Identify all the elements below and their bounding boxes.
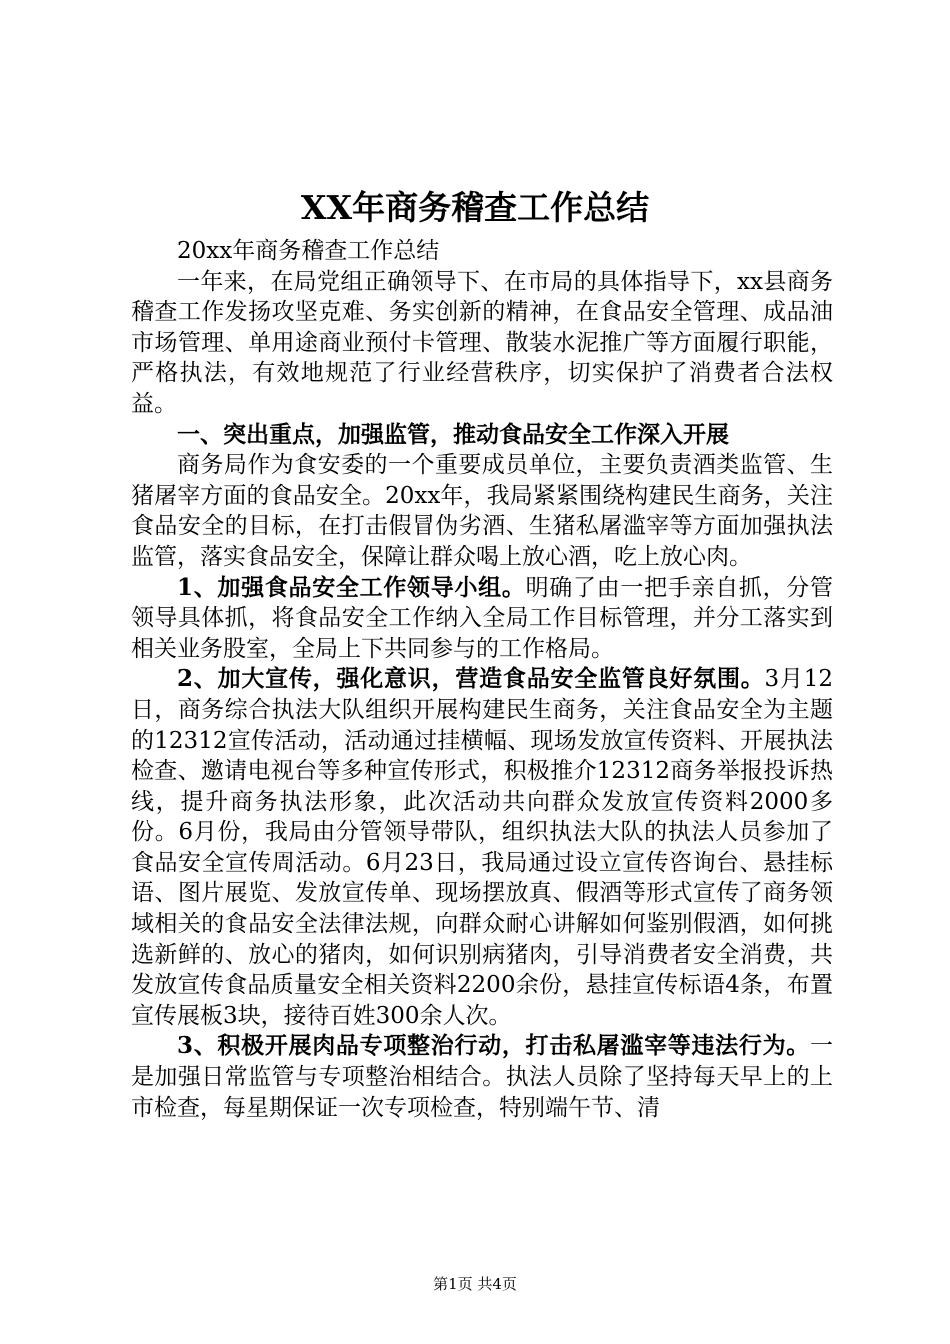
document-body bbox=[131, 236, 833, 1123]
list-item-lead: 2、加大宣传，强化意识，营造食品安全监管良好氛围。 bbox=[177, 665, 765, 693]
list-item-text: 3月12日，商务综合执法大队组织开展构建民生商务，关注食品安全为主题的12312宣传活动，活动通过挂横幅、现场发放宣传资料、开展执法检查、邀请电视台等多种宣传形式，积极推介12312商务举报投诉热线，提升商务执法形象，此次活动共向群众发放宣传资料2000多份。6月份，我局由分管领导带队，组织执法大队的执法人员参加了食品安全宣传周活动。6月23日，我局通过设立宣传咨询台、悬挂标语、图片展览、发放宣传单、现场摆放真、假酒等形式宣传了商务领域相关的食品安全法律法规，向群众耐心讲解如何鉴别假酒，如何挑选新鲜的、放心的猪肉，如何识别病猪肉，引导消费者安全消费，共发放宣传食品质量安全相关资料2200余份，悬挂宣传标语4条，布置宣传展板3块，接待百姓300余人次。 bbox=[131, 666, 833, 1029]
list-item bbox=[131, 573, 833, 665]
list-item bbox=[131, 1031, 833, 1123]
list-item-lead: 3、积极开展肉品专项整治行动，打击私屠滥宰等违法行为。 bbox=[177, 1032, 810, 1060]
list-item-text: 明确了由一把手亲自抓，分管领导具体抓，将食品安全工作纳入全局工作目标管理，并分工落实到相关业务股室，全局上下共同参与的工作格局。 bbox=[131, 574, 833, 662]
document-title: XX年商务稽查工作总结 bbox=[300, 188, 650, 227]
document-subtitle: 20xx年商务稽查工作总结 bbox=[177, 238, 440, 264]
page-footer: 第1页 共4页 bbox=[433, 1275, 517, 1293]
section-paragraph: 商务局作为食安委的一个重要成员单位，主要负责酒类监管、生猪屠宰方面的食品安全。20xx年，我局紧紧围绕构建民生商务，关注食品安全的目标，在打击假冒伪劣酒、生猪私屠滥宰等方面加强执法监管，落实食品安全，保障让群众喝上放心酒，吃上放心肉。 bbox=[131, 452, 833, 570]
list-item bbox=[131, 664, 833, 1031]
section-heading: 一、突出重点，加强监管，推动食品安全工作深入开展 bbox=[177, 420, 729, 448]
list-item-text: 一是加强日常监管与专项整治相结合。执法人员除了坚持每天早上的上市检查，每星期保证一次专项检查，特别端午节、清 bbox=[131, 1033, 833, 1121]
intro-paragraph: 一年来，在局党组正确领导下、在市局的具体指导下，xx县商务稽查工作发扬攻坚克难、务实创新的精神，在食品安全管理、成品油市场管理、单用途商业预付卡管理、散装水泥推广等方面履行职能，严格执法，有效地规范了行业经营秩序，切实保护了消费者合法权益。 bbox=[131, 268, 833, 417]
list-item-lead: 1、加强食品安全工作领导小组。 bbox=[177, 573, 526, 601]
